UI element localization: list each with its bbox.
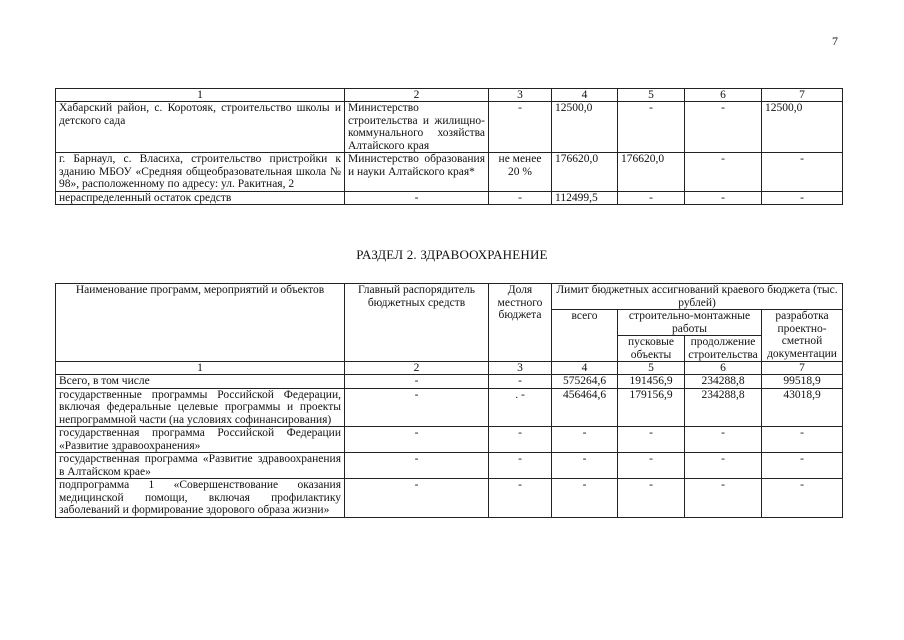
local-share-cell: - bbox=[489, 427, 552, 453]
investment-table-continued bbox=[55, 88, 843, 205]
design-cell: - bbox=[762, 453, 843, 479]
total-cell: 176620,0 bbox=[552, 153, 618, 192]
design-cell: - bbox=[762, 153, 843, 192]
continuation-cell: 234288,8 bbox=[685, 375, 762, 389]
object-name: Хабарский район, с. Коротояк, строительство школы и детского сада bbox=[56, 102, 345, 153]
launch-cell: 176620,0 bbox=[618, 153, 685, 192]
design-cell: - bbox=[762, 427, 843, 453]
header-row bbox=[56, 284, 843, 310]
table-row bbox=[56, 479, 843, 518]
local-share-cell: - bbox=[489, 453, 552, 479]
program-name: государственная программа «Развитие здравоохранения в Алтайском крае» bbox=[56, 453, 345, 479]
total-cell: 12500,0 bbox=[552, 102, 618, 153]
launch-cell: 191456,9 bbox=[618, 375, 685, 389]
page-number: 7 bbox=[832, 34, 838, 48]
object-name: г. Барнаул, с. Власиха, строительство пристройки к зданию МБОУ «Средняя общеобразовательная школа № 98», расположенному по адресу: ул. Ракитная, 2 bbox=[56, 153, 345, 192]
distributor-cell: - bbox=[345, 375, 489, 389]
header-budget-limit: Лимит бюджетных ассигнований краевого бюджета (тыс. рублей) bbox=[552, 284, 843, 310]
local-share-cell: - bbox=[489, 102, 552, 153]
table-row bbox=[56, 388, 843, 427]
distributor-cell: - bbox=[345, 191, 489, 205]
table-row bbox=[56, 375, 843, 389]
total-cell: - bbox=[552, 479, 618, 518]
total-cell: 456464,6 bbox=[552, 388, 618, 427]
col-number: 1 bbox=[56, 362, 345, 375]
distributor-cell: Министерство образования и науки Алтайского края* bbox=[345, 153, 489, 192]
table-row bbox=[56, 191, 843, 205]
header-name: Наименование программ, мероприятий и объектов bbox=[56, 284, 345, 362]
launch-cell: - bbox=[618, 191, 685, 205]
design-cell: 99518,9 bbox=[762, 375, 843, 389]
local-share-cell: . - bbox=[489, 388, 552, 427]
local-share-cell: - bbox=[489, 191, 552, 205]
col-number: 4 bbox=[552, 89, 618, 102]
col-number: 6 bbox=[685, 362, 762, 375]
column-number-row bbox=[56, 89, 843, 102]
design-cell: - bbox=[762, 479, 843, 518]
launch-cell: - bbox=[618, 427, 685, 453]
launch-cell: - bbox=[618, 453, 685, 479]
header-local-share: Доля местного бюджета bbox=[489, 284, 552, 362]
continuation-cell: - bbox=[685, 102, 762, 153]
continuation-cell: - bbox=[685, 479, 762, 518]
distributor-cell: - bbox=[345, 427, 489, 453]
continuation-cell: 234288,8 bbox=[685, 388, 762, 427]
col-number: 4 bbox=[552, 362, 618, 375]
col-number: 2 bbox=[345, 362, 489, 375]
distributor-cell: - bbox=[345, 388, 489, 427]
header-design: разработка проектно-сметной документации bbox=[762, 310, 843, 362]
table-row bbox=[56, 427, 843, 453]
continuation-cell: - bbox=[685, 191, 762, 205]
col-number: 7 bbox=[762, 89, 843, 102]
program-name: Всего, в том числе bbox=[56, 375, 345, 389]
distributor-cell: - bbox=[345, 453, 489, 479]
col-number: 6 bbox=[685, 89, 762, 102]
table-row bbox=[56, 453, 843, 479]
header-construction: строительно-монтажные работы bbox=[618, 310, 762, 336]
total-cell: - bbox=[552, 427, 618, 453]
program-name: государственная программа Российской Федерации «Развитие здравоохранения» bbox=[56, 427, 345, 453]
total-cell: 575264,6 bbox=[552, 375, 618, 389]
local-share-cell: - bbox=[489, 479, 552, 518]
section-title: РАЗДЕЛ 2. ЗДРАВООХРАНЕНИЕ bbox=[356, 247, 548, 262]
col-number: 5 bbox=[618, 362, 685, 375]
program-name: государственные программы Российской Федерации, включая федеральные целевые программы и проекты непрограммной части (на условиях софинансирования) bbox=[56, 388, 345, 427]
healthcare-table bbox=[55, 283, 843, 518]
column-number-row bbox=[56, 362, 843, 375]
distributor-cell: - bbox=[345, 479, 489, 518]
local-share-cell: - bbox=[489, 375, 552, 389]
continuation-cell: - bbox=[685, 453, 762, 479]
table-row bbox=[56, 102, 843, 153]
col-number: 5 bbox=[618, 89, 685, 102]
col-number: 7 bbox=[762, 362, 843, 375]
local-share-cell: не менее 20 % bbox=[489, 153, 552, 192]
col-number: 2 bbox=[345, 89, 489, 102]
design-cell: 43018,9 bbox=[762, 388, 843, 427]
col-number: 1 bbox=[56, 89, 345, 102]
header-launch: пусковые объекты bbox=[618, 336, 685, 362]
launch-cell: - bbox=[618, 102, 685, 153]
program-name: подпрограмма 1 «Совершенствование оказания медицинской помощи, включая профилактику заболеваний и формирование здорового образа жизни» bbox=[56, 479, 345, 518]
total-cell: 112499,5 bbox=[552, 191, 618, 205]
continuation-cell: - bbox=[685, 427, 762, 453]
continuation-cell: - bbox=[685, 153, 762, 192]
total-cell: - bbox=[552, 453, 618, 479]
distributor-cell: Министерство строительства и жилищно-коммунального хозяйства Алтайского края bbox=[345, 102, 489, 153]
table-row bbox=[56, 153, 843, 192]
design-cell: 12500,0 bbox=[762, 102, 843, 153]
header-continuation: продолжение строительства bbox=[685, 336, 762, 362]
col-number: 3 bbox=[489, 89, 552, 102]
launch-cell: - bbox=[618, 479, 685, 518]
design-cell: - bbox=[762, 191, 843, 205]
launch-cell: 179156,9 bbox=[618, 388, 685, 427]
col-number: 3 bbox=[489, 362, 552, 375]
object-name: нераспределенный остаток средств bbox=[56, 191, 345, 205]
header-distributor: Главный распорядитель бюджетных средств bbox=[345, 284, 489, 362]
header-total: всего bbox=[552, 310, 618, 362]
